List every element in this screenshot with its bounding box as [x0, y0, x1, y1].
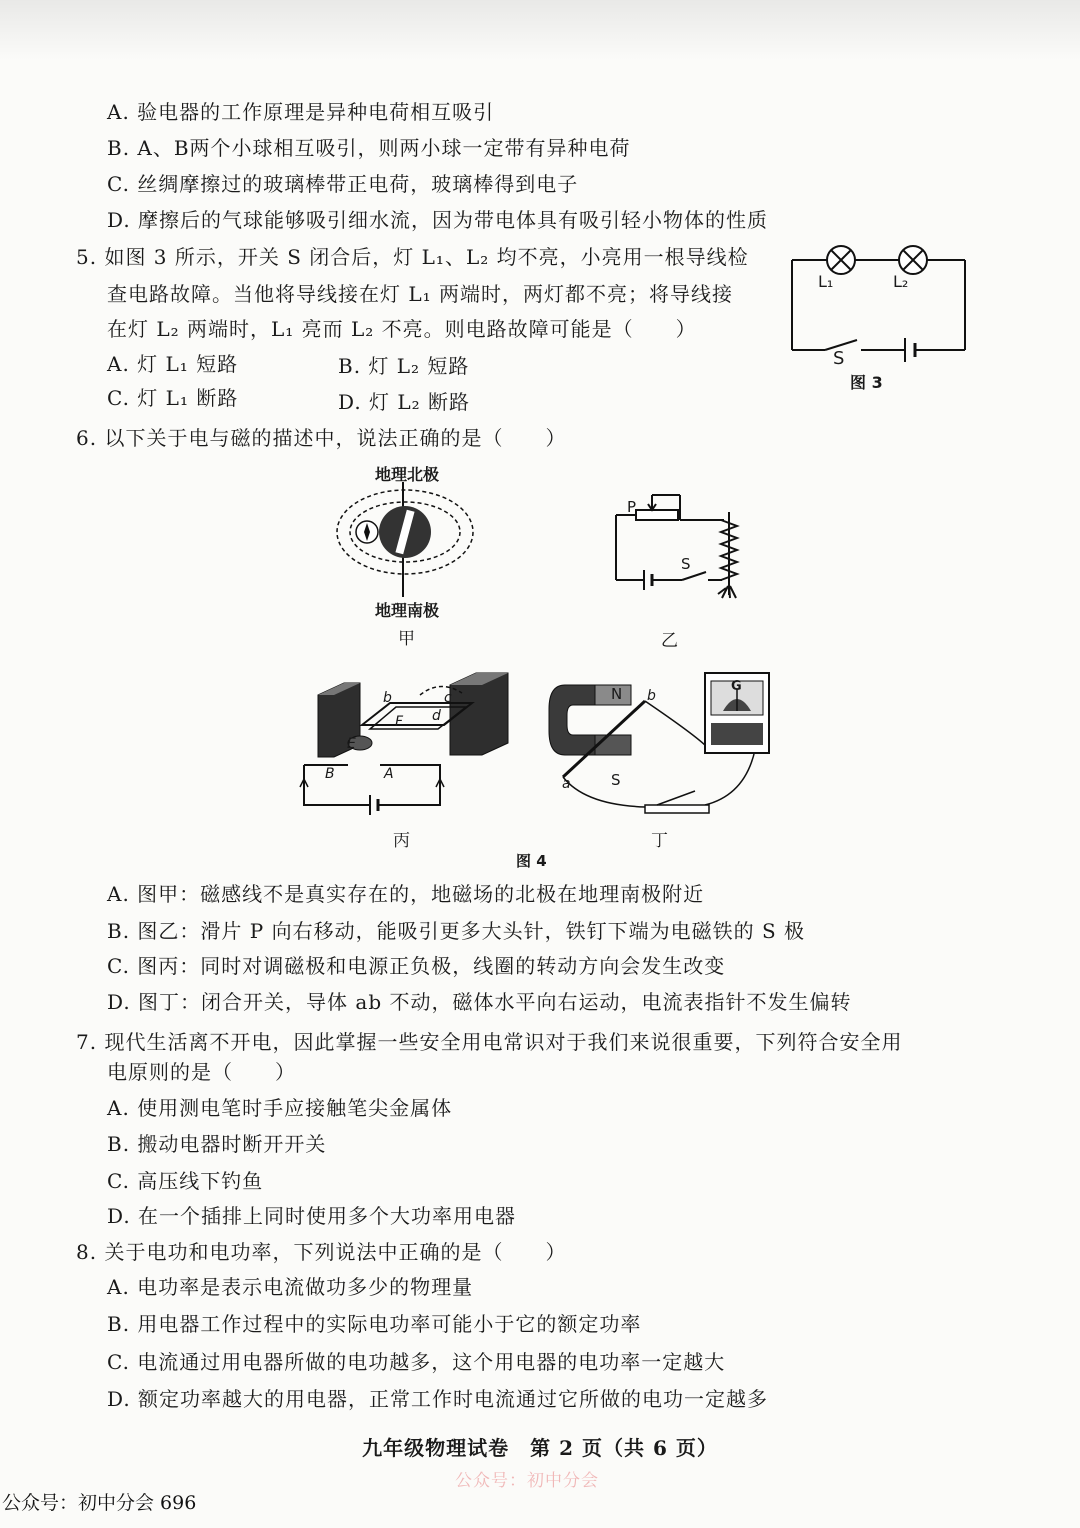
figure-ding-caption: 丁	[651, 831, 668, 851]
q8-option-c: C. 电流通过用电器所做的电功越多，这个用电器的电功率一定越大	[107, 1350, 726, 1374]
figure-3-label-l2: L₂	[893, 272, 909, 291]
q8-option-d: D. 额定功率越大的用电器，正常工作时电流通过它所做的电功一定越多	[107, 1387, 769, 1411]
q5-stem-line-3: 在灯 L₂ 两端时，L₁ 亮而 L₂ 不亮。则电路故障可能是（ ）	[107, 317, 697, 341]
figure-bing-label-big-b: B	[325, 766, 335, 782]
account-line: 公众号：初中分会 696	[2, 1492, 197, 1514]
q8-stem: 8. 关于电功和电功率，下列说法中正确的是（ ）	[76, 1240, 567, 1264]
q7-option-b: B. 搬动电器时断开开关	[107, 1132, 327, 1156]
lamp-l1-icon	[827, 246, 855, 274]
figure-bing-label-big-a: A	[384, 766, 394, 782]
q5-stem-line-1: 5. 如图 3 所示，开关 S 闭合后，灯 L₁、L₂ 均不亮，小亮用一根导线检	[76, 245, 749, 269]
figure-bing-motor	[300, 665, 515, 825]
figure-ding-label-a: a	[562, 776, 571, 792]
q8-option-a: A. 电功率是表示电流做功多少的物理量	[107, 1275, 474, 1299]
watermark: 公众号：初中分会	[455, 1471, 599, 1491]
q4-option-b: B. A、B两个小球相互吸引，则两小球一定带有异种电荷	[107, 136, 631, 160]
figure-ding-label-b: b	[647, 688, 656, 704]
figure-3-label-l1: L₁	[818, 272, 834, 291]
figure-yi-label-p: P	[627, 498, 637, 516]
q6-option-b: B. 图乙：滑片 P 向右移动，能吸引更多大头针，铁钉下端为电磁铁的 S 极	[107, 919, 805, 943]
q5-option-a: A. 灯 L₁ 短路	[107, 352, 239, 376]
figure-bing-caption: 丙	[393, 831, 410, 851]
figure-jia-earth-magnetic-field	[335, 482, 475, 597]
q7-stem-line-2: 电原则的是（ ）	[107, 1060, 296, 1084]
figure-ding-induction	[545, 665, 780, 825]
page-footer: 九年级物理试卷 第 2 页（共 6 页）	[362, 1436, 718, 1460]
q6-option-a: A. 图甲：磁感线不是真实存在的，地磁场的北极在地理南极附近	[107, 882, 705, 906]
figure-3-label-s: S	[833, 348, 845, 369]
figure-bing-label-d: d	[432, 708, 441, 724]
q7-option-d: D. 在一个插排上同时使用多个大功率用电器	[107, 1204, 517, 1228]
figure-jia-south-label: 地理南极	[375, 601, 440, 620]
q5-option-c: C. 灯 L₁ 断路	[107, 386, 239, 410]
lamp-l2-icon	[899, 246, 927, 274]
q8-option-b: B. 用电器工作过程中的实际电功率可能小于它的额定功率	[107, 1312, 642, 1336]
figure-bing-label-b: b	[383, 690, 392, 706]
figure-jia-north-label: 地理北极	[375, 465, 440, 484]
figure-3-caption: 图 3	[850, 373, 883, 392]
q7-stem-line-1: 7. 现代生活离不开电，因此掌握一些安全用电常识对于我们来说很重要，下列符合安全用	[76, 1030, 903, 1054]
q6-option-c: C. 图丙：同时对调磁极和电源正负极，线圈的转动方向会发生改变	[107, 954, 726, 978]
compass-needle-icon	[356, 521, 378, 543]
q6-stem: 6. 以下关于电与磁的描述中，说法正确的是（ ）	[76, 426, 567, 450]
figure-yi-caption: 乙	[661, 631, 678, 651]
q4-option-d: D. 摩擦后的气球能够吸引细水流，因为带电体具有吸引轻小物体的性质	[107, 208, 769, 232]
figure-3-circuit	[785, 245, 975, 365]
figure-bing-label-e: E	[347, 736, 356, 752]
figure-ding-label-n: N	[611, 685, 623, 703]
figure-ding-label-g: G	[731, 679, 742, 694]
q5-option-d: D. 灯 L₂ 断路	[338, 390, 471, 414]
figure-ding-label-s: S	[611, 771, 621, 789]
figure-bing-label-c: c	[444, 690, 452, 706]
switch-icon	[645, 791, 709, 813]
q5-stem-line-2: 查电路故障。当他将导线接在灯 L₁ 两端时，两灯都不亮；将导线接	[107, 282, 734, 306]
figure-yi-label-s: S	[681, 555, 691, 573]
figure-bing-label-f: F	[395, 714, 404, 730]
iron-nail-coil-icon	[718, 512, 737, 598]
q4-option-a: A. 验电器的工作原理是异种电荷相互吸引	[107, 100, 495, 124]
q6-option-d: D. 图丁：闭合开关，导体 ab 不动，磁体水平向右运动，电流表指针不发生偏转	[107, 990, 852, 1014]
scan-shadow	[0, 0, 1080, 60]
q7-option-c: C. 高压线下钓鱼	[107, 1169, 264, 1193]
figure-4-caption: 图 4	[516, 852, 547, 870]
q4-option-c: C. 丝绸摩擦过的玻璃棒带正电荷，玻璃棒得到电子	[107, 172, 579, 196]
q5-option-b: B. 灯 L₂ 短路	[338, 354, 470, 378]
q7-option-a: A. 使用测电笔时手应接触笔尖金属体	[107, 1096, 453, 1120]
figure-jia-caption: 甲	[398, 629, 415, 649]
